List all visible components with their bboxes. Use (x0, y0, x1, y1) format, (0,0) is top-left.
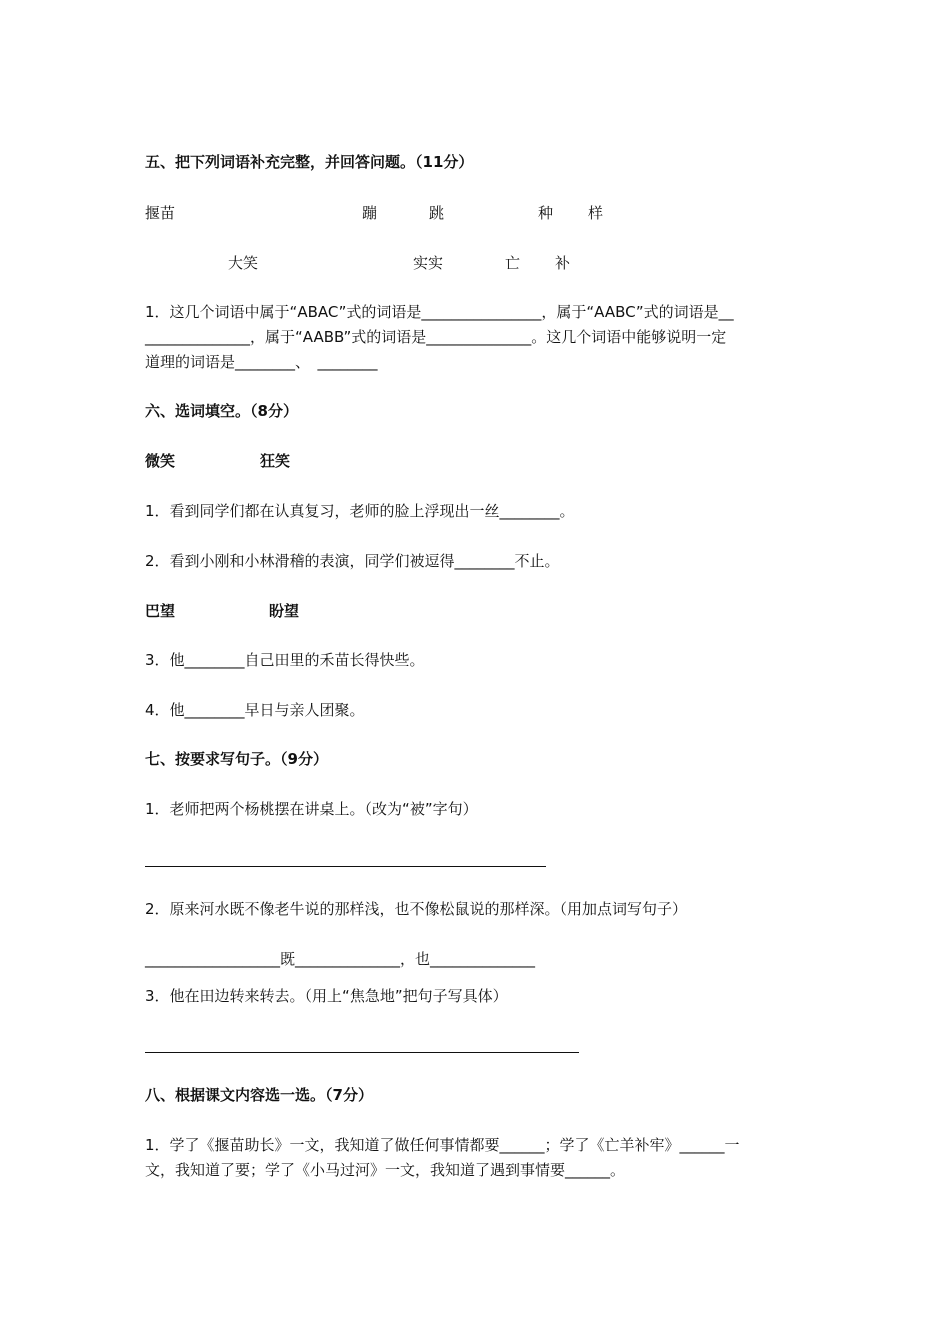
word-yang: 样 (588, 204, 604, 222)
word-wang: 亡 (505, 254, 521, 272)
s7-answer-line-3 (145, 1052, 579, 1053)
word-yamiao: 揠苗 (145, 204, 176, 222)
word-tiao: 跳 (429, 204, 445, 222)
s5-question-1-line-1: 1．这几个词语中属于“ABAC”式的词语是________________，属于“AABC”式的词语是__ (145, 303, 734, 321)
s6-question-1: 1．看到同学们都在认真复习，老师的脸上浮现出一丝________。 (145, 502, 575, 520)
section-5-title: 五、把下列词语补充完整，并回答问题。（11分） (145, 153, 474, 171)
word-panwang: 盼望 (269, 602, 300, 620)
section-8-title: 八、根据课文内容选一选。（7分） (145, 1086, 373, 1104)
word-shishi: 实实 (413, 254, 444, 272)
word-zhong: 种 (538, 204, 554, 222)
word-weixiao: 微笑 (145, 452, 176, 470)
word-daxiao: 大笑 (228, 254, 259, 272)
section-7-title: 七、按要求写句子。（9分） (145, 750, 328, 768)
s6-question-3: 3．他________自己田里的禾苗长得快些。 (145, 651, 425, 669)
s5-question-1-line-3: 道理的词语是________、 ________ (145, 353, 378, 371)
word-bu: 补 (555, 254, 571, 272)
s7-question-2-fill: __________________既______________，也______________ (145, 950, 536, 968)
s7-answer-line-1 (145, 866, 546, 867)
s7-question-2: 2．原来河水既不像老牛说的那样浅，也不像松鼠说的那样深。（用加点词写句子） (145, 900, 688, 918)
s6-question-4: 4．他________早日与亲人团聚。 (145, 701, 365, 719)
s8-question-1-line-2: 文，我知道了要；学了《小马过河》一文，我知道了遇到事情要______。 (145, 1161, 626, 1179)
word-bawang: 巴望 (145, 602, 176, 620)
s7-question-3: 3．他在田边转来转去。（用上“焦急地”把句子写具体） (145, 987, 508, 1005)
s7-question-1: 1．老师把两个杨桃摆在讲桌上。（改为“被”字句） (145, 800, 478, 818)
s6-question-2: 2．看到小刚和小林滑稽的表演，同学们被逗得________不止。 (145, 552, 560, 570)
s5-question-1-line-2: ______________，属于“AABB”式的词语是______________。这几个词语中能够说明一定 (145, 328, 727, 346)
s8-question-1-line-1: 1．学了《揠苗助长》一文，我知道了做任何事情都要______；学了《亡羊补牢》______一 (145, 1136, 740, 1154)
word-kuangxiao: 狂笑 (260, 452, 291, 470)
section-6-title: 六、选词填空。（8分） (145, 402, 298, 420)
word-beng: 蹦 (362, 204, 378, 222)
